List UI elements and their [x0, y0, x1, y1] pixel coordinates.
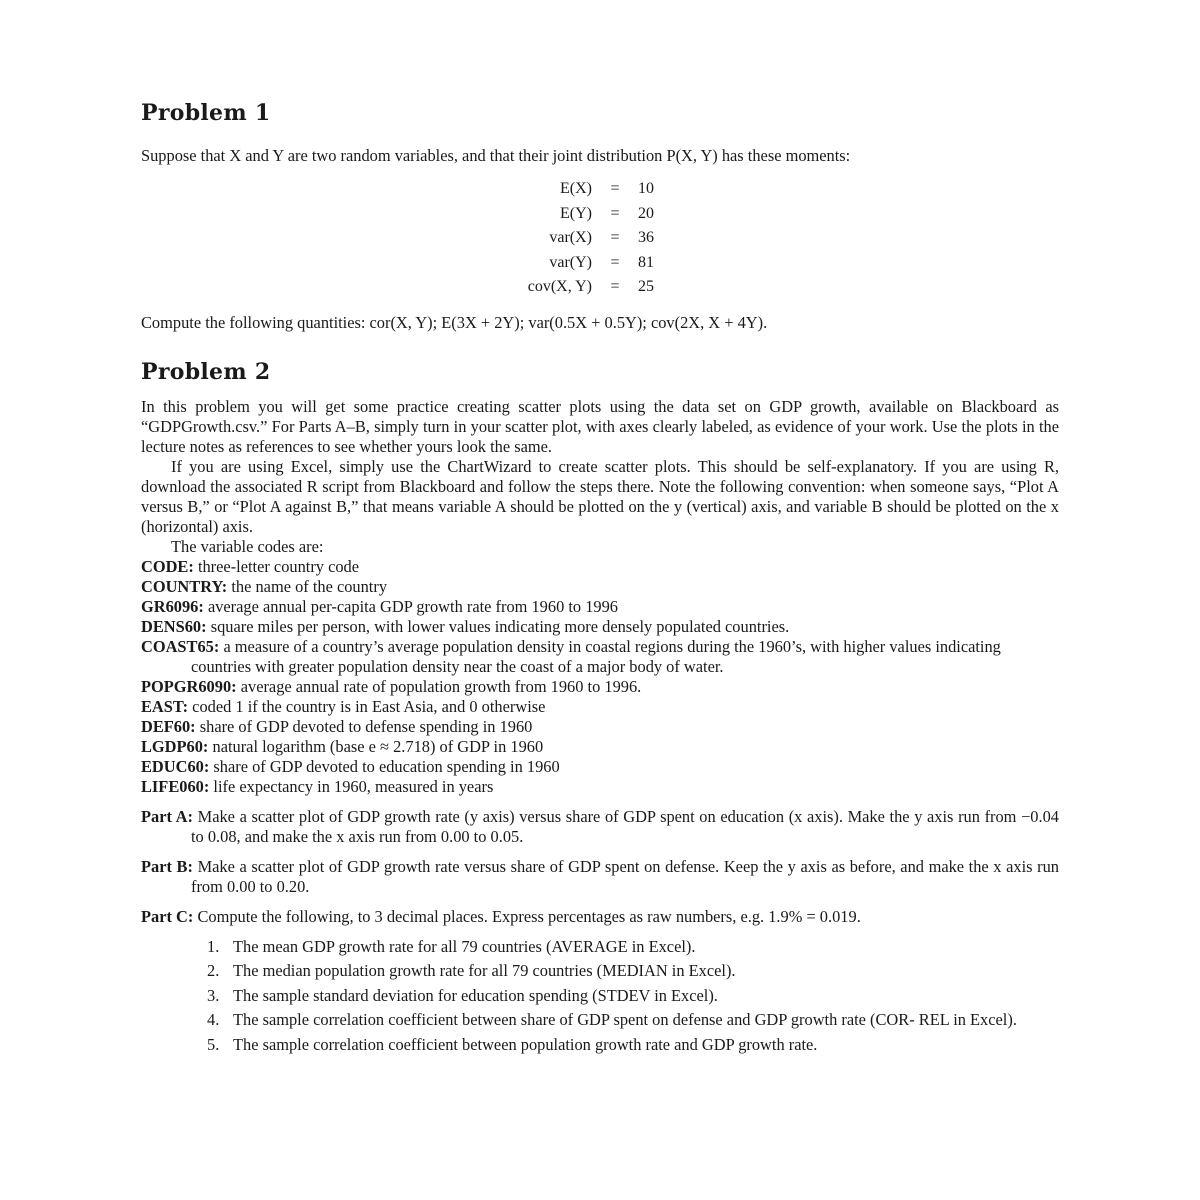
moment-rhs: 25 [638, 278, 654, 295]
list-item [141, 677, 1059, 697]
variable-desc: three-letter country code [197, 556, 360, 576]
variable-desc: average annual rate of population growth from 1960 to 1996. [240, 676, 642, 696]
variable-code: DEF60: [141, 716, 196, 736]
part-a-text: Make a scatter plot of GDP growth rate (y axis) versus share of GDP spent on education (x axis). Make the y axis run from −0.04 to 0.08, and make the x axis run from 0.00 to 0.05. [191, 806, 1059, 846]
problem-2-para-2: If you are using Excel, simply use the ChartWizard to create scatter plots. This should be self-explanatory. If you are using R, download the associated R script from Blackboard and follow the steps there. Note the following convention: when someone says, “Plot A versus B,” or “Plot A against B,” that means variable A should be plotted on the y (vertical) axis, and variable B should be plotted on the x (horizontal) axis. [141, 456, 1059, 536]
moment-row [502, 251, 698, 276]
part-c-items [141, 937, 1059, 1055]
list-item [141, 597, 1059, 617]
part-a-label: Part A: [141, 806, 193, 826]
moment-op: = [610, 229, 620, 246]
moment-rhs: 10 [638, 180, 654, 197]
variable-desc: the name of the country [231, 576, 388, 596]
variable-code: GR6096: [141, 596, 204, 616]
item-number: 1. [207, 936, 220, 956]
variable-desc: share of GDP devoted to education spending in 1960 [213, 756, 560, 776]
variable-code: LIFE060: [141, 776, 210, 796]
list-item [141, 577, 1059, 597]
variable-code: POPGR6090: [141, 676, 237, 696]
part-c [141, 907, 1059, 927]
variable-code: EAST: [141, 696, 189, 716]
moment-row [502, 202, 698, 227]
problem-1-title: Problem 1 [141, 100, 271, 126]
moment-lhs: cov(X, Y) [527, 278, 592, 295]
list-item [141, 637, 1059, 677]
part-c-label: Part C: [141, 906, 194, 926]
part-b [141, 857, 1059, 897]
list-item [207, 986, 1059, 1006]
list-item [141, 777, 1059, 797]
document-page [141, 98, 1059, 1059]
moment-lhs: E(X) [560, 180, 592, 197]
problem-1-task: Compute the following quantities: cor(X, Y); E(3X + 2Y); var(0.5X + 0.5Y); cov(2X, X + 4Y). [141, 312, 768, 332]
variable-desc: coded 1 if the country is in East Asia, and 0 otherwise [192, 696, 546, 716]
variable-codes-list [141, 557, 1059, 797]
part-b-label: Part B: [141, 856, 193, 876]
problem-2-para-3: The variable codes are: [171, 536, 324, 556]
item-number: 4. [207, 1010, 220, 1029]
item-text: The mean GDP growth rate for all 79 countries (AVERAGE in Excel). [233, 936, 696, 956]
list-item [207, 937, 1059, 957]
moment-lhs: E(Y) [560, 204, 592, 222]
part-a [141, 807, 1059, 847]
problem-2-para-1: In this problem you will get some practice creating scatter plots using the data set on GDP growth, available on Blackboard as “GDPGrowth.csv.” For Parts A–B, simply turn in your scatter plot, with axes clearly labeled, as evidence of your work. Use the plots in the lecture notes as references to see whether yours look the same. [141, 396, 1059, 456]
problem-2-title: Problem 2 [141, 358, 271, 385]
variable-code: COAST65: [141, 636, 220, 656]
variable-desc: square miles per person, with lower values indicating more densely populated countries. [210, 616, 790, 636]
variable-desc: natural logarithm (base e ≈ 2.718) of GDP in 1960 [212, 736, 544, 756]
list-item [207, 961, 1059, 981]
moment-op: = [610, 180, 620, 197]
list-item [141, 737, 1059, 757]
moments-table [502, 177, 698, 300]
variable-code: CODE: [141, 556, 194, 576]
list-item [141, 557, 1059, 577]
item-number: 5. [207, 1034, 220, 1054]
moment-op: = [610, 278, 620, 295]
item-text: The sample correlation coefficient between population growth rate and GDP growth rate. [233, 1034, 818, 1054]
moment-op: = [610, 204, 620, 222]
list-item [141, 697, 1059, 717]
variable-code: EDUC60: [141, 756, 210, 776]
moment-lhs: var(X) [549, 229, 592, 246]
variable-code: DENS60: [141, 616, 207, 636]
part-b-text: Make a scatter plot of GDP growth rate versus share of GDP spent on defense. Keep the y axis as before, and make the x axis run from 0.00 to 0.20. [191, 856, 1059, 896]
moment-lhs: var(Y) [549, 253, 592, 271]
variable-desc: life expectancy in 1960, measured in years [213, 776, 494, 796]
list-item [141, 717, 1059, 737]
list-item [141, 617, 1059, 637]
item-number: 2. [207, 961, 220, 980]
variable-code: LGDP60: [141, 736, 209, 756]
variable-desc: a measure of a country’s average population density in coastal regions during the 1960’s, with higher values indicating countries with greater population density near the coast of a major body of water. [191, 636, 1001, 676]
moment-op: = [610, 253, 620, 271]
moment-rhs: 20 [638, 204, 654, 222]
list-item [141, 757, 1059, 777]
list-item [207, 1010, 1059, 1030]
part-c-text: Compute the following, to 3 decimal places. Express percentages as raw numbers, e.g. 1.9% = 0.019. [197, 906, 861, 926]
moment-rhs: 36 [638, 229, 654, 246]
item-number: 3. [207, 985, 220, 1005]
item-text: The median population growth rate for all 79 countries (MEDIAN in Excel). [233, 961, 736, 980]
moment-row [502, 226, 698, 251]
item-text: The sample standard deviation for education spending (STDEV in Excel). [233, 985, 718, 1005]
moment-row [502, 177, 698, 202]
moment-rhs: 81 [638, 253, 654, 271]
problem-1-intro: Suppose that X and Y are two random variables, and that their joint distribution P(X, Y) has these moments: [141, 146, 851, 165]
list-item [207, 1035, 1059, 1055]
item-text: The sample correlation coefficient between share of GDP spent on defense and GDP growth rate (COR- REL in Excel). [233, 1010, 1017, 1029]
variable-code: COUNTRY: [141, 576, 228, 596]
variable-desc: average annual per-capita GDP growth rate from 1960 to 1996 [207, 596, 618, 616]
variable-desc: share of GDP devoted to defense spending in 1960 [199, 716, 533, 736]
moment-row [502, 275, 698, 300]
